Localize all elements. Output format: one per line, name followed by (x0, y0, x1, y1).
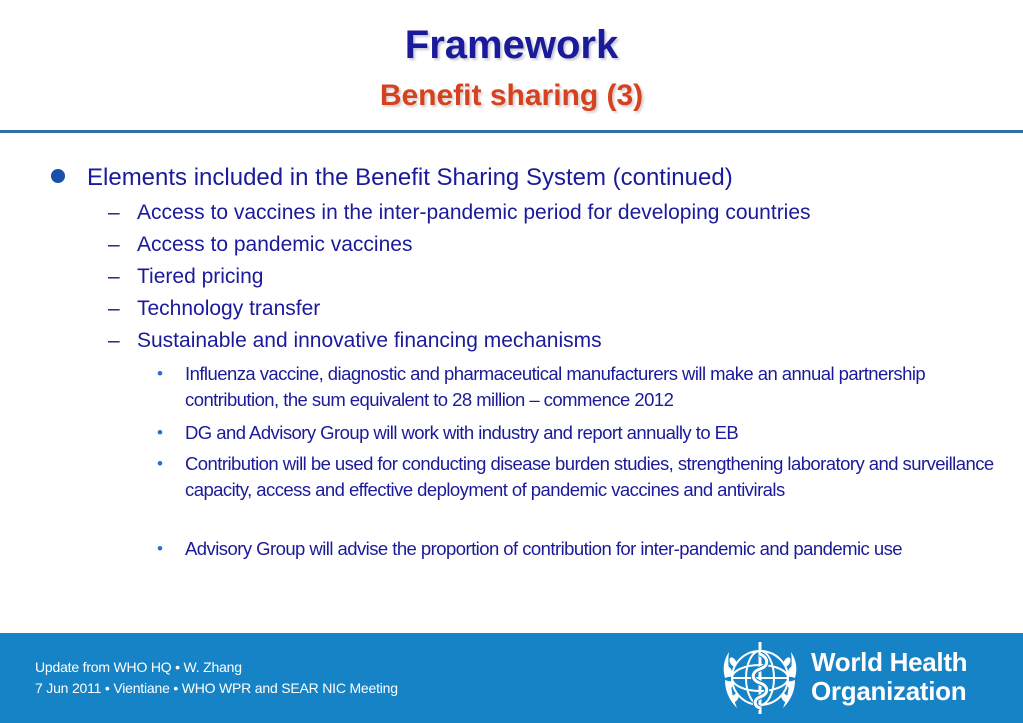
dot-marker: • (157, 423, 163, 442)
who-emblem-icon (717, 638, 803, 718)
bullet-level1: Elements included in the Benefit Sharing System (continued) (87, 164, 733, 191)
bullet-level2: Access to pandemic vaccines (137, 233, 413, 256)
who-logo-line1: World Health (811, 647, 968, 677)
bullet-level3: Advisory Group will advise the proportion of contribution for inter-pandemic and pandemic use (185, 538, 903, 559)
footer-line1: Update from WHO HQ • W. Zhang (35, 659, 242, 675)
dash-marker: – (108, 329, 120, 352)
round-bullet-icon (51, 169, 65, 183)
bullet-level3: DG and Advisory Group will work with industry and report annually to EB (185, 422, 739, 443)
dash-marker: – (108, 265, 120, 288)
who-logo-line2: Organization (811, 676, 967, 706)
dot-marker: • (157, 539, 163, 558)
bullet-level3: Contribution will be used for conducting disease burden studies, strengthening laboratory and surveillance capacity, access and effective deployment of pandemic vaccines and antivirals (185, 453, 994, 500)
bullet-level2: Technology transfer (137, 297, 321, 320)
dot-marker: • (157, 364, 163, 383)
dash-marker: – (108, 233, 120, 256)
slide-title: Framework (404, 23, 619, 67)
dash-marker: – (108, 297, 120, 320)
bullet-level3: Influenza vaccine, diagnostic and pharmaceutical manufacturers will make an annual partnership contribution, the sum equivalent to 28 million – commence 2012 (185, 363, 926, 410)
bullet-level2: Tiered pricing (137, 265, 264, 288)
dash-marker: – (108, 201, 120, 224)
slide-subtitle: Benefit sharing (3) (379, 79, 644, 112)
bullet-level2: Sustainable and innovative financing mechanisms (137, 329, 602, 352)
dot-marker: • (157, 454, 163, 473)
bullet-level2: Access to vaccines in the inter-pandemic period for developing countries (137, 201, 811, 224)
footer-line2: 7 Jun 2011 • Vientiane • WHO WPR and SEAR NIC Meeting (35, 680, 398, 696)
